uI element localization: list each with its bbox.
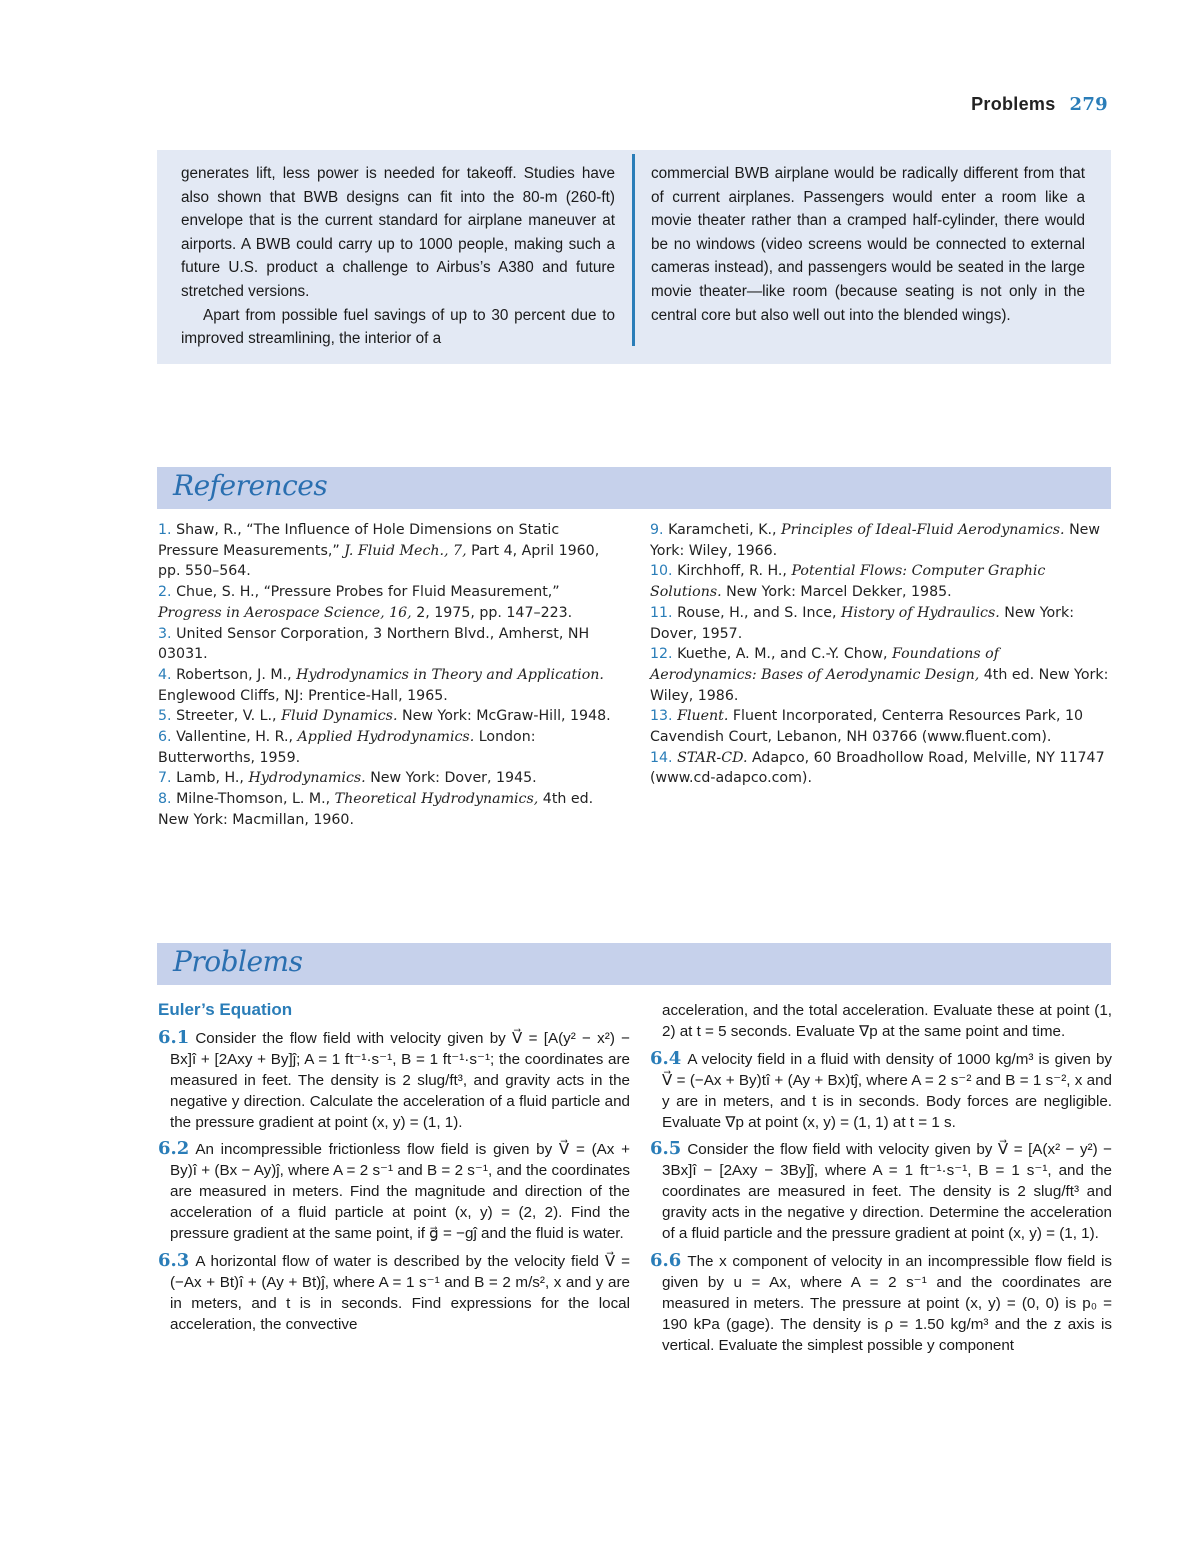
reference-text: 4th ed. New York: Macmillan, 1960. <box>158 791 594 828</box>
reference-number: 2. <box>158 584 172 601</box>
reference-text: Kuethe, A. M., and C.-Y. Chow, <box>677 646 893 663</box>
reference-text: Part 4, April 1960, pp. 550–564. <box>158 542 600 580</box>
sidebar-left-column <box>181 162 615 351</box>
reference-text: United Sensor Corporation, 3 Northern Blvd., Amherst, NH 03031. <box>158 625 590 663</box>
problem-item <box>662 1001 1112 1043</box>
problems-right-column <box>650 1001 1112 1363</box>
problem-number: 6.1 <box>158 1026 190 1048</box>
reference-title: Foundations of Aerodynamics: Bases of Aerodynamic Design, <box>650 646 999 683</box>
sidebar-right-column <box>651 162 1085 327</box>
problem-item <box>650 1047 1112 1134</box>
reference-text: New York: McGraw-Hill, 1948. <box>397 708 611 725</box>
sidebar-paragraph: Apart from possible fuel savings of up to 30 percent due to improved streamlining, the interior of a <box>181 306 615 348</box>
reference-text: Kirchhoff, R. H., <box>677 563 792 580</box>
reference-title: Principles of Ideal-Fluid Aerodynamics. <box>781 522 1065 538</box>
problems-subheading: Euler’s Equation <box>158 1000 293 1019</box>
reference-item <box>650 748 1110 789</box>
sidebar-box <box>157 150 1111 364</box>
reference-text: New York: Wiley, 1966. <box>650 522 1101 559</box>
reference-item <box>158 665 618 706</box>
running-head-title: Problems <box>971 94 1056 114</box>
reference-number: 8. <box>158 791 172 808</box>
reference-text: Englewood Cliffs, NJ: Prentice-Hall, 1965. <box>158 687 448 704</box>
reference-title: Potential Flows: Computer Graphic Solutions. <box>650 563 1046 601</box>
reference-text: New York: Dover, 1957. <box>650 604 1074 642</box>
reference-text: Milne-Thomson, L. M., <box>176 791 335 808</box>
problem-number: 6.6 <box>650 1249 682 1271</box>
reference-number: 13. <box>650 708 673 725</box>
reference-text: Chue, S. H., “Pressure Probes for Fluid Measurement,” <box>176 584 560 601</box>
problem-number: 6.3 <box>158 1249 190 1271</box>
reference-number: 3. <box>158 625 172 642</box>
references-heading: References <box>173 469 328 502</box>
reference-text: Adapco, 60 Broadhollow Road, Melville, NY 11747 (www.cd-adapco.com). <box>650 749 1105 787</box>
reference-title: J. Fluid Mech., 7, <box>344 542 467 559</box>
reference-text: Lamb, H., <box>176 770 249 787</box>
reference-title: Hydrodynamics in Theory and Application. <box>296 666 604 683</box>
reference-title: History of Hydraulics. <box>841 604 1000 621</box>
problem-item <box>650 1249 1112 1357</box>
reference-item <box>158 789 618 830</box>
reference-text: Shaw, R., “The Influence of Hole Dimensions on Static Pressure Measurements,” <box>158 522 560 559</box>
problem-text: An incompressible frictionless flow field is given by V⃗ = (Ax + By)î + (Bx − Ay)ĵ, where A = 2 s⁻¹ and B = 2 s⁻¹, and the coordinates are measured in meters. Find the magnitude and direction of the acceleration of a fluid particle at point (x, y) = (2, 2). Find the pressure gradient at the same point, if g⃗ = −gĵ and the fluid is water. <box>170 1141 630 1243</box>
problem-text: The x component of velocity in an incompressible flow field is given by u = Ax, where A = 2 s⁻¹ and the coordinates are measured in meters. The pressure at point (x, y) = (0, 0) is p₀ = 190 kPa (gage). The density is ρ = 1.50 kg/m³ and the z axis is vertical. Evaluate the simplest possible y component <box>662 1252 1112 1354</box>
reference-item <box>650 520 1110 561</box>
reference-text: New York: Dover, 1945. <box>365 770 537 787</box>
problem-item <box>650 1138 1112 1245</box>
reference-text: Vallentine, H. R., <box>176 729 298 746</box>
reference-number: 14. <box>650 749 673 766</box>
references-left-column <box>158 520 618 831</box>
problems-heading: Problems <box>173 945 303 978</box>
reference-number: 6. <box>158 729 172 746</box>
reference-number: 1. <box>158 522 172 538</box>
reference-item <box>158 768 618 789</box>
reference-text: 2, 1975, pp. 147–223. <box>411 604 573 621</box>
reference-number: 5. <box>158 708 172 725</box>
problem-text: A horizontal flow of water is described by the velocity field V⃗ = (−Ax + Bt)î + (Ay + Bt)ĵ, where A = 1 s⁻¹ and B = 2 m/s², x and y are in meters, and t is in seconds. Find expressions for the local acceleration, the convective <box>170 1252 630 1333</box>
problem-item <box>158 1138 630 1245</box>
reference-title: Progress in Aerospace Science, 16, <box>158 604 412 621</box>
reference-item <box>650 603 1110 644</box>
reference-title: Fluid Dynamics. <box>281 708 398 725</box>
reference-item <box>650 644 1110 706</box>
problems-left-column <box>158 1000 630 1342</box>
running-head <box>971 94 1108 115</box>
problem-text: acceleration, and the total acceleration. Evaluate these at point (1, 2) at t = 5 seconds. Evaluate ∇p at the same point and time. <box>662 1002 1112 1040</box>
page-number: 279 <box>1069 94 1108 115</box>
problem-text: A velocity field in a fluid with density of 1000 kg/m³ is given by V⃗ = (−Ax + By)tî + (Ay + Bx)tĵ, where A = 2 s⁻² and B = 1 s⁻², x and y are in meters, and t is in seconds. Body forces are negligible. Evaluate ∇p at point (x, y) = (1, 1) at t = 1 s. <box>662 1050 1112 1131</box>
sidebar-paragraph: commercial BWB airplane would be radically different from that of current airplanes. Passengers would enter a room like a movie theater rather than a cramped half-cylinder, there would be no windows (video screens would be connected to external cameras instead), and passengers would be seated in the large movie theater—like room (because seating is not only in the central core but also well out into the blended wings). <box>651 165 1085 324</box>
references-heading-bar <box>157 467 1111 509</box>
reference-number: 12. <box>650 646 673 663</box>
reference-number: 9. <box>650 522 664 538</box>
reference-item <box>158 582 618 623</box>
reference-text: Karamcheti, K., <box>668 522 782 538</box>
reference-text: 4th ed. New York: Wiley, 1986. <box>650 666 1109 704</box>
sidebar-paragraph: generates lift, less power is needed for takeoff. Studies have also shown that BWB designs can fit into the 80-m (260-ft) envelope that is the current standard for airplane maneuver at airports. A BWB could carry up to 1000 people, making such a future U.S. product a challenge to Airbus’s A380 and future stretched versions. <box>181 165 615 300</box>
reference-title: Fluent. <box>677 708 729 725</box>
reference-item <box>650 706 1110 747</box>
reference-text: Fluent Incorporated, Centerra Resources Park, 10 Cavendish Court, Lebanon, NH 03766 (www.fluent.com). <box>650 708 1084 746</box>
problem-text: Consider the flow field with velocity given by V⃗ = [A(y² − x²) − Bx]î + [2Axy + By]ĵ; A = 1 ft⁻¹·s⁻¹, B = 1 ft⁻¹·s⁻¹; the coordinates are measured in feet. The density is 2 slug/ft³, and gravity acts in the negative y direction. Calculate the acceleration of a fluid particle and the pressure gradient at point (x, y) = (1, 1). <box>170 1029 630 1131</box>
reference-number: 7. <box>158 770 172 787</box>
reference-item <box>158 624 618 665</box>
reference-text: Streeter, V. L., <box>176 708 282 725</box>
reference-number: 10. <box>650 563 673 580</box>
reference-text: London: Butterworths, 1959. <box>158 729 536 766</box>
reference-number: 11. <box>650 604 673 621</box>
problem-number: 6.4 <box>650 1047 682 1069</box>
reference-item <box>158 520 618 582</box>
reference-text: Robertson, J. M., <box>176 666 297 683</box>
reference-title: Hydrodynamics. <box>248 770 366 787</box>
reference-text: Rouse, H., and S. Ince, <box>677 604 842 621</box>
problem-text: Consider the flow field with velocity given by V⃗ = [A(x² − y²) − 3Bx]î − [2Axy − 3By]ĵ, where A = 1 ft⁻¹·s⁻¹, B = 1 s⁻¹, and the coordinates are measured in feet. The density is 2 slug/ft³ and gravity acts in the negative y direction. Determine the acceleration of a fluid particle and the pressure gradient at point (x, y) = (1, 1). <box>662 1141 1112 1243</box>
problem-item <box>158 1026 630 1134</box>
problems-heading-bar <box>157 943 1111 985</box>
reference-item <box>158 706 618 727</box>
problem-number: 6.5 <box>650 1138 682 1160</box>
reference-text: New York: Marcel Dekker, 1985. <box>721 584 952 601</box>
reference-item <box>158 727 618 768</box>
reference-title: Applied Hydrodynamics. <box>297 729 475 746</box>
reference-title: Theoretical Hydrodynamics, <box>334 791 539 808</box>
problem-number: 6.2 <box>158 1138 190 1160</box>
reference-item <box>650 561 1110 602</box>
references-right-column <box>650 520 1110 789</box>
problem-item <box>158 1249 630 1336</box>
column-divider <box>632 154 635 346</box>
reference-number: 4. <box>158 666 172 683</box>
reference-title: STAR-CD. <box>677 749 748 766</box>
